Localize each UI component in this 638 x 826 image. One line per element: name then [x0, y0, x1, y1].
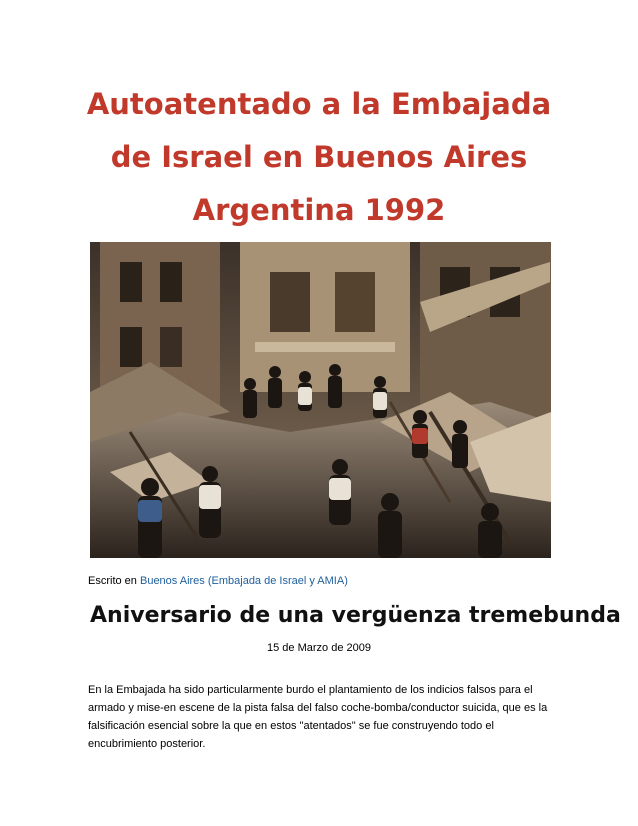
category-link[interactable]: Buenos Aires (Embajada de Israel y AMIA): [139, 575, 348, 587]
rubble-photo: [90, 242, 551, 558]
page-title: [60, 78, 578, 237]
article-paragraph: En la Embajada ha sido particularmente burdo el plantamiento de los indicios falsos para el armado y mise-en escene de la pista falsa del falso coche-bomba/conductor suicida, que es la falsificación esencial sobre la que en estos "atentados" se fue construyendo todo el encubrimiento posterior.: [88, 684, 548, 750]
title-line: Argentina 1992: [192, 193, 446, 227]
rubble-photo-illustration: [90, 242, 551, 558]
byline: [88, 575, 348, 587]
title-line: de Israel en Buenos Aires: [110, 140, 528, 174]
title-line: Autoatentado a la Embajada: [86, 87, 552, 121]
article-subtitle: Aniversario de una vergüenza tremebunda: [90, 603, 621, 628]
byline-prefix: Escrito en: [88, 575, 137, 587]
article-date: 15 de Marzo de 2009: [267, 642, 371, 654]
